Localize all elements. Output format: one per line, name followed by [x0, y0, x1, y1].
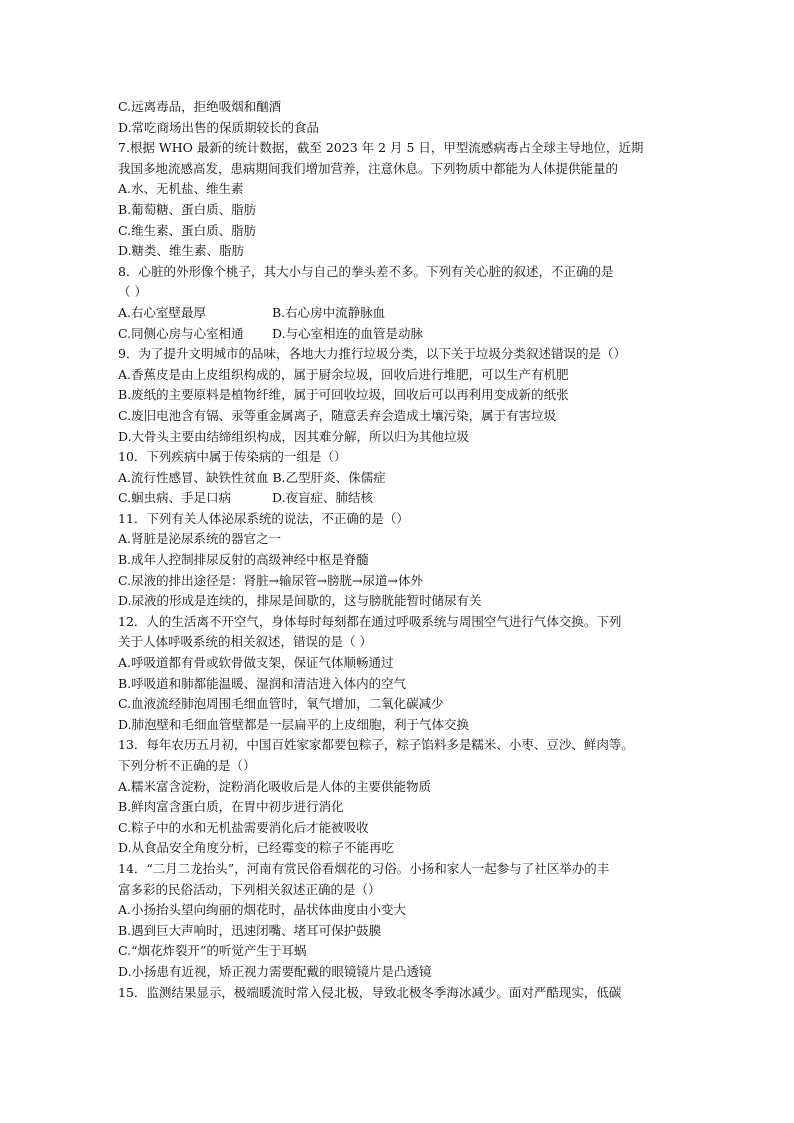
- option: B.鲜肉富含蛋白质，在胃中初步进行消化: [118, 799, 344, 815]
- option: A.肾脏是泌尿系统的器官之一: [118, 531, 282, 547]
- question-text-block: [118, 97, 678, 1003]
- option: C.废旧电池含有镉、汞等重金属离子，随意丢弃会造成土壤污染，属于有害垃圾: [118, 407, 557, 423]
- option: B.成年人控制排尿反射的高级神经中枢是脊髓: [118, 552, 369, 568]
- question-7-stem: 7.根据 WHO 最新的统计数据，截至 2023 年 2 月 5 日，甲型流感病毒占全球主导地位，近期: [118, 140, 644, 156]
- text-line: C.远离毒品，拒绝吸烟和酗酒: [118, 99, 282, 114]
- text-line: D.常吃商场出售的保质期较长的食品: [118, 119, 320, 135]
- option: B.废纸的主要原料是植物纤维，属于可回收垃圾，回收后可以再利用变成新的纸张: [118, 387, 569, 403]
- option: A.右心室壁最厚: [118, 304, 207, 320]
- option: B.遇到巨大声响时，迅速闭嘴、堵耳可保护鼓膜: [118, 922, 382, 938]
- question-11-stem: 11．下列有关人体泌尿系统的说法，不正确的是（）: [118, 510, 409, 526]
- option: B.葡萄糖、蛋白质、脂肪: [118, 201, 257, 217]
- question-9-stem: 9．为了提升文明城市的品味，各地大力推行垃圾分类，以下关于垃圾分类叙述错误的是（）: [118, 346, 626, 362]
- option: D.糖类、维生素、脂肪: [118, 243, 245, 259]
- option: C.尿液的排出途径是：肾脏→输尿管→膀胱→尿道→体外: [118, 572, 423, 588]
- option: C.同侧心房与心室相通: [118, 325, 244, 341]
- option: D.肺泡壁和毛细血管壁都是一层扁平的上皮细胞，利于气体交换: [118, 716, 470, 732]
- option: D.大骨头主要由结缔组织构成，因其难分解，所以归为其他垃圾: [118, 428, 470, 444]
- option: A.流行性感冒、缺铁性贫血 B.乙型肝炎、侏儒症: [118, 469, 386, 485]
- option: C.血液流经肺泡周围毛细血管时，氧气增加，二氧化碳减少: [118, 696, 444, 712]
- option: B.呼吸道和肺都能温暖、湿润和清洁进入体内的空气: [118, 675, 407, 691]
- option: D.尿液的形成是连续的，排尿是间歇的，这与膀胱能暂时储尿有关: [118, 593, 482, 609]
- option: C.“烟花炸裂开”的听觉产生于耳蜗: [118, 943, 307, 959]
- option: B.右心房中流静脉血: [272, 304, 386, 320]
- option: C.蛔虫病、手足口病: [118, 490, 232, 506]
- option: A.水、无机盐、维生素: [118, 181, 244, 197]
- question-13-stem: 下列分析不正确的是（）: [118, 758, 256, 773]
- option: D.小扬患有近视，矫正视力需要配戴的眼镜镜片是凸透镜: [118, 963, 432, 979]
- question-8-stem: 8．心脏的外形像个桃子，其大小与自己的拳头差不多。下列有关心脏的叙述，不正确的是: [118, 263, 614, 279]
- question-8-stem: （ ）: [118, 284, 147, 300]
- question-7-stem: 我国多地流感高发，患病期间我们增加营养，注意休息。下列物质中都能为人体提供能量的: [118, 160, 619, 176]
- option: D.从食品安全角度分析，已经霉变的粽子不能再吃: [118, 840, 395, 856]
- option: A.小扬抬头望向绚丽的烟花时，晶状体曲度由小变大: [118, 902, 407, 918]
- question-14-stem: 14．“二月二龙抬头”，河南有赏民俗看烟花的习俗。小扬和家人一起参与了社区举办的丰: [118, 860, 610, 876]
- question-15-stem: 15．监测结果显示，极端暖流时常入侵北极，导致北极冬季海冰减少。面对严酷现实，低碳: [118, 984, 622, 1000]
- option: A.糯米富含淀粉，淀粉消化吸收后是人体的主要供能物质: [118, 778, 432, 794]
- option: C.粽子中的水和无机盐需要消化后才能被吸收: [118, 819, 369, 835]
- question-12-stem: 关于人体呼吸系统的相关叙述，错误的是（ ）: [118, 634, 372, 650]
- option: D.夜盲症、肺结核: [272, 490, 374, 506]
- option-row: [118, 488, 678, 509]
- option: C.维生素、蛋白质、脂肪: [118, 222, 257, 238]
- question-12-stem: 12．人的生活离不开空气，身体每时每刻都在通过呼吸系统与周围空气进行气体交换。下列: [118, 613, 622, 629]
- question-13-stem: 13．每年农历五月初，中国百姓家家都要包粽子，粽子馅料多是糯米、小枣、豆沙、鲜肉等。: [118, 737, 634, 753]
- option-row: [118, 303, 678, 324]
- option: A.香蕉皮是由上皮组织构成的，属于厨余垃圾，回收后进行堆肥，可以生产有机肥: [118, 366, 569, 382]
- option: A.呼吸道都有骨或软骨做支架，保证气体顺畅通过: [118, 655, 394, 671]
- question-10-stem: 10．下列疾病中属于传染病的一组是（）: [118, 449, 347, 465]
- question-14-stem: 富多彩的民俗活动，下列相关叙述正确的是（）: [118, 881, 381, 897]
- option: D.与心室相连的血管是动脉: [272, 325, 424, 341]
- option-row: [118, 324, 678, 345]
